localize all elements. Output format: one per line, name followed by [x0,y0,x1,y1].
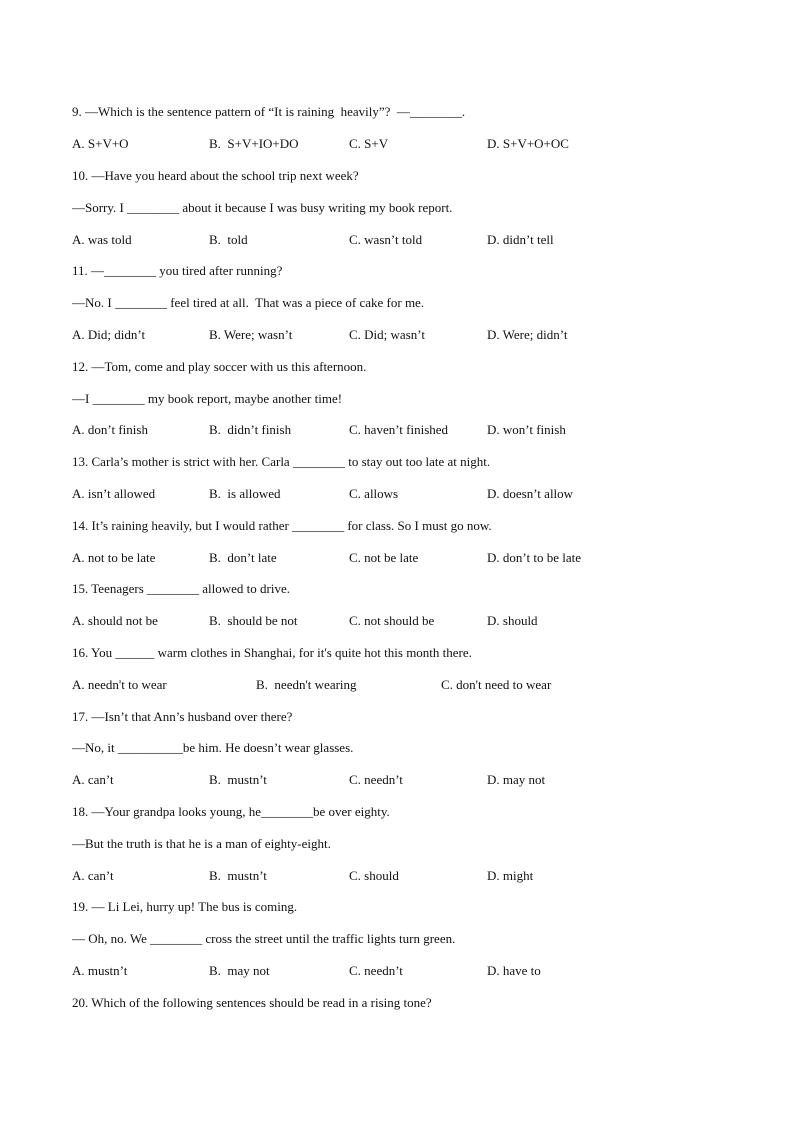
question-16-option-a: A. needn't to wear [72,677,167,692]
question-17-option-d: D. may not [487,772,546,787]
question-12-option-d: D. won’t finish [487,422,566,437]
question-15-option-a: A. should not be [72,613,158,628]
question-14-option-b: B. don’t late [209,550,277,565]
question-11-option-b: B. Were; wasn’t [209,327,293,342]
question-10-option-c: C. wasn’t told [349,232,423,247]
question-13-option-d: D. doesn’t allow [487,486,574,501]
question-15-option-c: C. not should be [349,613,435,628]
question-11-option-d: D. Were; didn’t [487,327,568,342]
question-12-stem-1: 12. —Tom, come and play soccer with us this afternoon. [72,359,367,374]
question-17-option-c: C. needn’t [349,772,403,787]
question-19-option-b: B. may not [209,963,270,978]
question-16-stem: 16. You ______ warm clothes in Shanghai, for it's quite hot this month there. [72,645,472,660]
question-10-stem-2: —Sorry. I ________ about it because I was busy writing my book report. [72,200,453,215]
question-18-stem-2: —But the truth is that he is a man of eighty-eight. [72,836,331,851]
question-9-option-b: B. S+V+IO+DO [209,136,299,151]
question-18-option-b: B. mustn’t [209,868,267,883]
question-20-stem: 20. Which of the following sentences should be read in a rising tone? [72,995,432,1010]
question-18-option-d: D. might [487,868,534,883]
question-15-stem: 15. Teenagers ________ allowed to drive. [72,581,290,596]
question-11-stem-2: —No. I ________ feel tired at all. That was a piece of cake for me. [72,295,425,310]
question-17-stem-1: 17. —Isn’t that Ann’s husband over there? [72,709,293,724]
question-9-option-a: A. S+V+O [72,136,129,151]
question-17-option-a: A. can’t [72,772,114,787]
question-18-stem-1: 18. —Your grandpa looks young, he________be over eighty. [72,804,390,819]
question-13-stem: 13. Carla’s mother is strict with her. Carla ________ to stay out too late at night. [72,454,491,469]
question-12-option-b: B. didn’t finish [209,422,292,437]
question-12-stem-2: —I ________ my book report, maybe another time! [72,391,343,406]
question-9-stem: 9. —Which is the sentence pattern of “It is raining heavily”? —________. [72,104,466,119]
question-13-option-a: A. isn’t allowed [72,486,156,501]
question-16-option-c: C. don't need to wear [441,677,552,692]
question-19-option-d: D. have to [487,963,541,978]
question-14-option-a: A. not to be late [72,550,156,565]
question-10-option-d: D. didn’t tell [487,232,554,247]
question-14-option-d: D. don’t to be late [487,550,581,565]
question-10-option-a: A. was told [72,232,132,247]
question-18-option-c: C. should [349,868,399,883]
question-12-option-a: A. don’t finish [72,422,148,437]
question-19-option-a: A. mustn’t [72,963,128,978]
question-11-option-c: C. Did; wasn’t [349,327,425,342]
question-17-option-b: B. mustn’t [209,772,267,787]
question-17-stem-2: —No, it __________be him. He doesn’t wear glasses. [72,740,354,755]
question-11-option-a: A. Did; didn’t [72,327,146,342]
question-10-stem-1: 10. —Have you heard about the school trip next week? [72,168,359,183]
question-18-option-a: A. can’t [72,868,114,883]
question-12-option-c: C. haven’t finished [349,422,449,437]
question-19-stem-2: — Oh, no. We ________ cross the street until the traffic lights turn green. [72,931,456,946]
question-13-option-c: C. allows [349,486,399,501]
question-15-option-d: D. should [487,613,538,628]
question-9-option-c: C. S+V [349,136,389,151]
question-10-option-b: B. told [209,232,248,247]
question-11-stem-1: 11. —________ you tired after running? [72,263,283,278]
question-19-option-c: C. needn’t [349,963,403,978]
question-15-option-b: B. should be not [209,613,298,628]
question-14-option-c: C. not be late [349,550,419,565]
question-9-option-d: D. S+V+O+OC [487,136,569,151]
question-13-option-b: B. is allowed [209,486,281,501]
question-14-stem: 14. It’s raining heavily, but I would rather ________ for class. So I must go now. [72,518,492,533]
question-19-stem-1: 19. — Li Lei, hurry up! The bus is coming. [72,899,298,914]
question-16-option-b: B. needn't wearing [256,677,357,692]
